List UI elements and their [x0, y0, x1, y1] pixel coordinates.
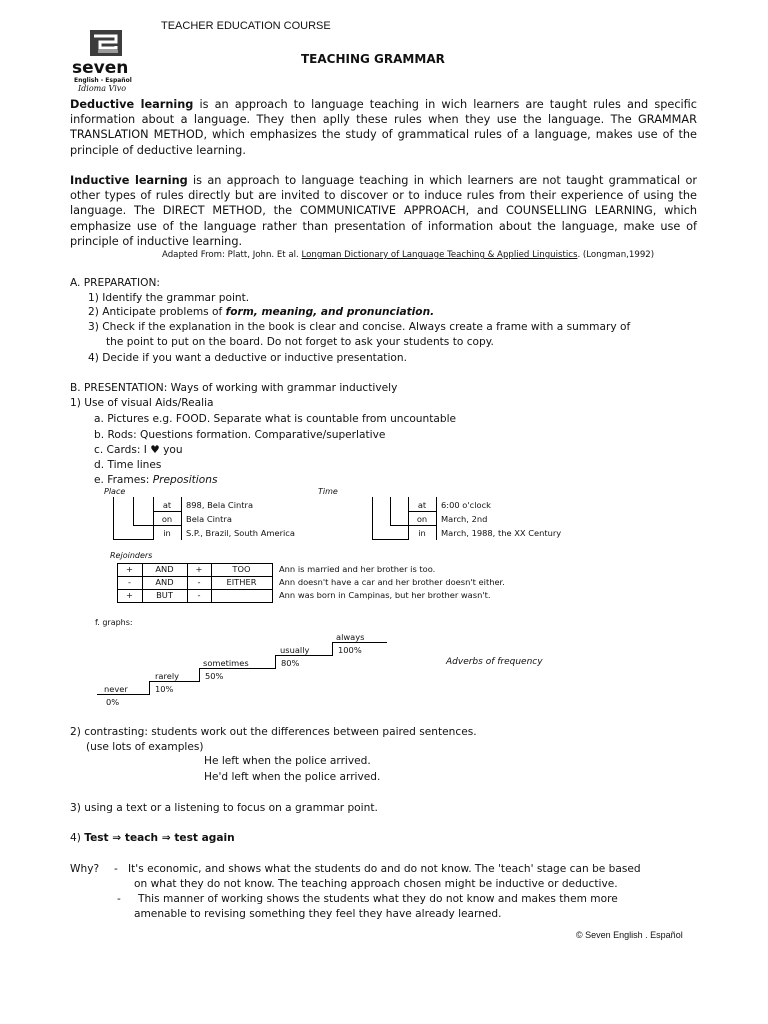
rejoinders-label: Rejoinders	[110, 551, 153, 560]
logo-brand: seven	[72, 58, 129, 78]
logo-sub: English - Español	[74, 77, 132, 84]
deductive-paragraph	[70, 97, 697, 158]
why-1b: on what they do not know. The teaching approach chosen might be inductive or deductive.	[134, 878, 618, 890]
time-text-at: 6:00 o'clock	[441, 500, 491, 510]
rej-r3-c1: +	[126, 590, 133, 600]
time-prep-at: at	[417, 500, 427, 510]
pres-item-c-end: you	[159, 444, 183, 456]
rej-r1-c1: +	[126, 564, 133, 574]
place-label: Place	[104, 487, 126, 496]
rej-r2-example: Ann doesn't have a car and her brother doesn't either.	[279, 577, 505, 587]
pres-item-e-text: e. Frames:	[94, 474, 153, 486]
logo-tagline: Idioma Vivo	[78, 84, 127, 93]
why-2b: amenable to revising something they feel they have already learned.	[134, 908, 502, 920]
copyright-footer: © Seven English . Español	[576, 930, 683, 940]
rej-r3-c2: BUT	[156, 590, 173, 600]
place-prep-in: in	[163, 528, 171, 538]
course-header: TEACHER EDUCATION COURSE	[161, 20, 331, 32]
place-prep-at: at	[162, 500, 172, 510]
time-prep-on: on	[416, 514, 428, 524]
freq-usually-pct: 80%	[281, 658, 300, 668]
prep-item-2-text: 2) Anticipate problems of	[88, 306, 226, 318]
rej-r3-example: Ann was born in Campinas, but her brother wasn't.	[279, 590, 491, 600]
freq-usually: usually	[280, 645, 310, 655]
why-1a: It's economic, and shows what the students do and do not know. The 'teach' stage can be based	[128, 863, 641, 875]
pres-item-e-italic: Prepositions	[152, 474, 218, 486]
rej-r1-c4: TOO	[232, 564, 251, 574]
prep-item-3a: 3) Check if the explanation in the book is clear and concise. Always create a frame with a summary of	[88, 321, 631, 333]
source-citation	[162, 250, 654, 260]
deductive-term: Deductive learning	[70, 98, 194, 111]
place-text-in: S.P., Brazil, South America	[186, 528, 295, 538]
freq-always: always	[336, 632, 365, 642]
why-dash-2: -	[117, 893, 121, 905]
freq-caption: Adverbs of frequency	[446, 657, 543, 667]
example-1: He left when the police arrived.	[204, 755, 371, 767]
prep-item-3b: the point to put on the board. Do not forget to ask your students to copy.	[106, 336, 494, 348]
prep-item-2-emphasis: form, meaning, and pronunciation.	[225, 306, 435, 318]
item-3: 3) using a text or a listening to focus on a grammar point.	[70, 802, 378, 814]
why-2a: This manner of working shows the students what they do not know and makes them more	[138, 893, 618, 905]
heart-icon: ♥	[150, 444, 160, 456]
place-text-on: Bela Cintra	[186, 514, 232, 524]
source-title: Longman Dictionary of Language Teaching & Applied Linguistics	[301, 250, 578, 260]
freq-never-pct: 0%	[106, 697, 120, 707]
inductive-text: is an approach to language teaching in which learners are not taught grammatical or other types of rules directly but are invited to discover or to induce rules from their experience of using the language. The DIRECT METHOD, the COMMUNICATIVE APPROACH, and COUNSELLING LEARNING, which emphasize use of the language rather than presentation of information about the language, make use of principle of inductive learning.	[70, 174, 697, 248]
rej-r2-c4: EITHER	[226, 577, 257, 587]
pres-item-b: b. Rods: Questions formation. Comparative/superlative	[94, 429, 386, 441]
item-4-title: Test ⇒ teach ⇒ test again	[84, 832, 235, 844]
freq-rarely-pct: 10%	[155, 684, 174, 694]
freq-sometimes-pct: 50%	[205, 671, 224, 681]
item-2-note: (use lots of examples)	[86, 741, 204, 753]
why-label: Why?	[70, 863, 100, 875]
pres-item-1: 1) Use of visual Aids/Realia	[70, 397, 214, 409]
why-dash-1: -	[114, 863, 118, 875]
pres-item-c	[94, 443, 183, 458]
item-2-contrasting: 2) contrasting: students work out the differences between paired sentences.	[70, 726, 477, 738]
place-text-at: 898, Bela Cintra	[186, 500, 254, 510]
inductive-paragraph	[70, 173, 697, 249]
item-4-number: 4)	[70, 832, 85, 844]
pres-item-e	[94, 473, 217, 488]
prep-item-4: 4) Decide if you want a deductive or inductive presentation.	[88, 352, 407, 364]
freq-sometimes: sometimes	[203, 658, 249, 668]
rej-r2-c1: -	[128, 577, 131, 587]
rej-r1-example: Ann is married and her brother is too.	[279, 564, 436, 574]
freq-never: never	[104, 684, 128, 694]
item-4	[70, 831, 235, 846]
source-pre: Adapted From: Platt, John. Et al.	[162, 250, 302, 260]
source-post: . (Longman,1992)	[577, 250, 655, 260]
freq-rarely: rarely	[155, 671, 180, 681]
time-text-in: March, 1988, the XX Century	[441, 528, 562, 538]
prep-item-1: 1) Identify the grammar point.	[88, 292, 250, 304]
rej-r1-c2: AND	[155, 564, 174, 574]
prep-heading: A. PREPARATION:	[70, 277, 160, 289]
rej-r2-c2: AND	[155, 577, 174, 587]
prep-item-2	[88, 305, 434, 320]
seven-logo	[70, 28, 142, 100]
pres-item-a: a. Pictures e.g. FOOD. Separate what is countable from uncountable	[94, 413, 457, 425]
pres-heading: B. PRESENTATION: Ways of working with grammar inductively	[70, 382, 398, 394]
page-title: TEACHING GRAMMAR	[301, 52, 445, 66]
example-2: He'd left when the police arrived.	[204, 771, 381, 783]
deductive-text: is an approach to language teaching in wich learners are taught rules and specific information about a language. They then aplly these rules when they use the language. The GRAMMAR TRANSLATION METHOD, which emphasizes the study of grammatical rules of a language, makes use of the principle of deductive learning.	[70, 98, 697, 157]
graphs-label: f. graphs:	[95, 618, 133, 627]
rej-r2-c3: -	[197, 577, 201, 587]
freq-always-pct: 100%	[338, 645, 362, 655]
time-prep-in: in	[418, 528, 426, 538]
pres-item-c-text: c. Cards: I	[94, 444, 151, 456]
inductive-term: Inductive learning	[70, 174, 188, 187]
time-label: Time	[318, 487, 338, 496]
place-prep-on: on	[161, 514, 173, 524]
pres-item-d: d. Time lines	[94, 459, 162, 471]
rej-r1-c3: +	[195, 564, 203, 574]
time-text-on: March, 2nd	[441, 514, 488, 524]
rej-r3-c3: -	[197, 590, 201, 600]
